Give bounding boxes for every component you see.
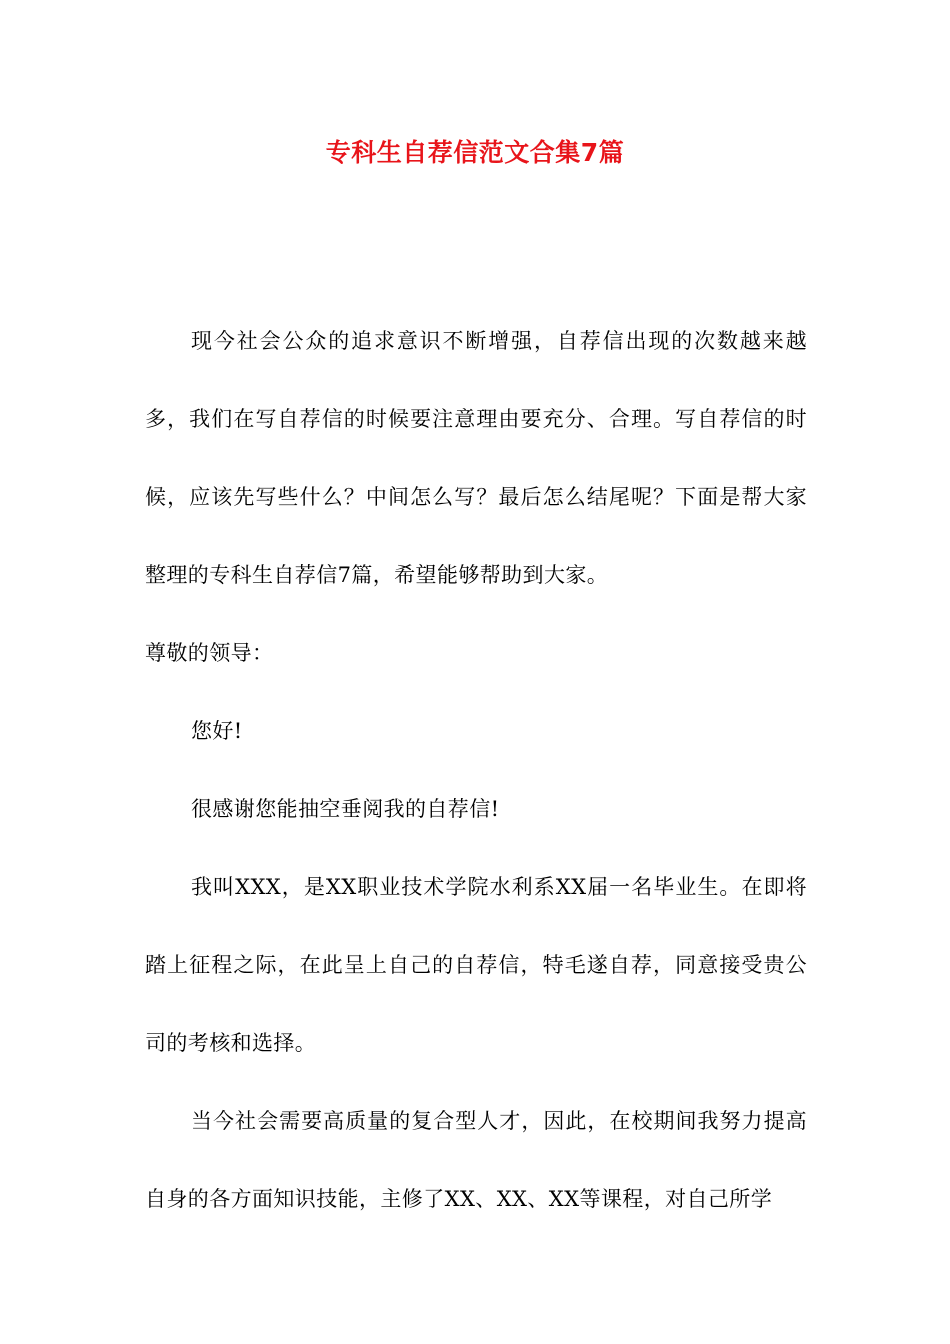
salutation bbox=[145, 614, 807, 692]
paragraph-text: 当今社会需要高质量的复合型人才，因此，在校期间我努力提高自身的各方面知识技能，主修了XX、XX、XX等课程，对自己所学 bbox=[145, 1109, 807, 1211]
document-title: 专科生自荐信范文合集7篇 bbox=[325, 138, 625, 167]
paragraph-text: 尊敬的领导： bbox=[145, 641, 274, 665]
intro-paragraph bbox=[145, 302, 807, 614]
paragraph-text: 很感谢您能抽空垂阅我的自荐信! bbox=[191, 797, 500, 821]
paragraph-text: 现今社会公众的追求意识不断增强，自荐信出现的次数越来越多，我们在写自荐信的时候要注意理由要充分、合理。写自荐信的时候，应该先写些什么？中间怎么写？最后怎么结尾呢？下面是帮大家整理的专科生自荐信7篇，希望能够帮助到大家。 bbox=[145, 329, 807, 587]
self-introduction-paragraph bbox=[145, 848, 807, 1082]
paragraph-text: 我叫XXX，是XX职业技术学院水利系XX届一名毕业生。在即将踏上征程之际，在此呈上自己的自荐信，特毛遂自荐，同意接受贵公司的考核和选择。 bbox=[145, 875, 807, 1055]
study-paragraph bbox=[145, 1082, 807, 1238]
paragraph-text: 您好! bbox=[191, 719, 243, 743]
thanks-line bbox=[145, 770, 807, 848]
greeting bbox=[145, 692, 807, 770]
